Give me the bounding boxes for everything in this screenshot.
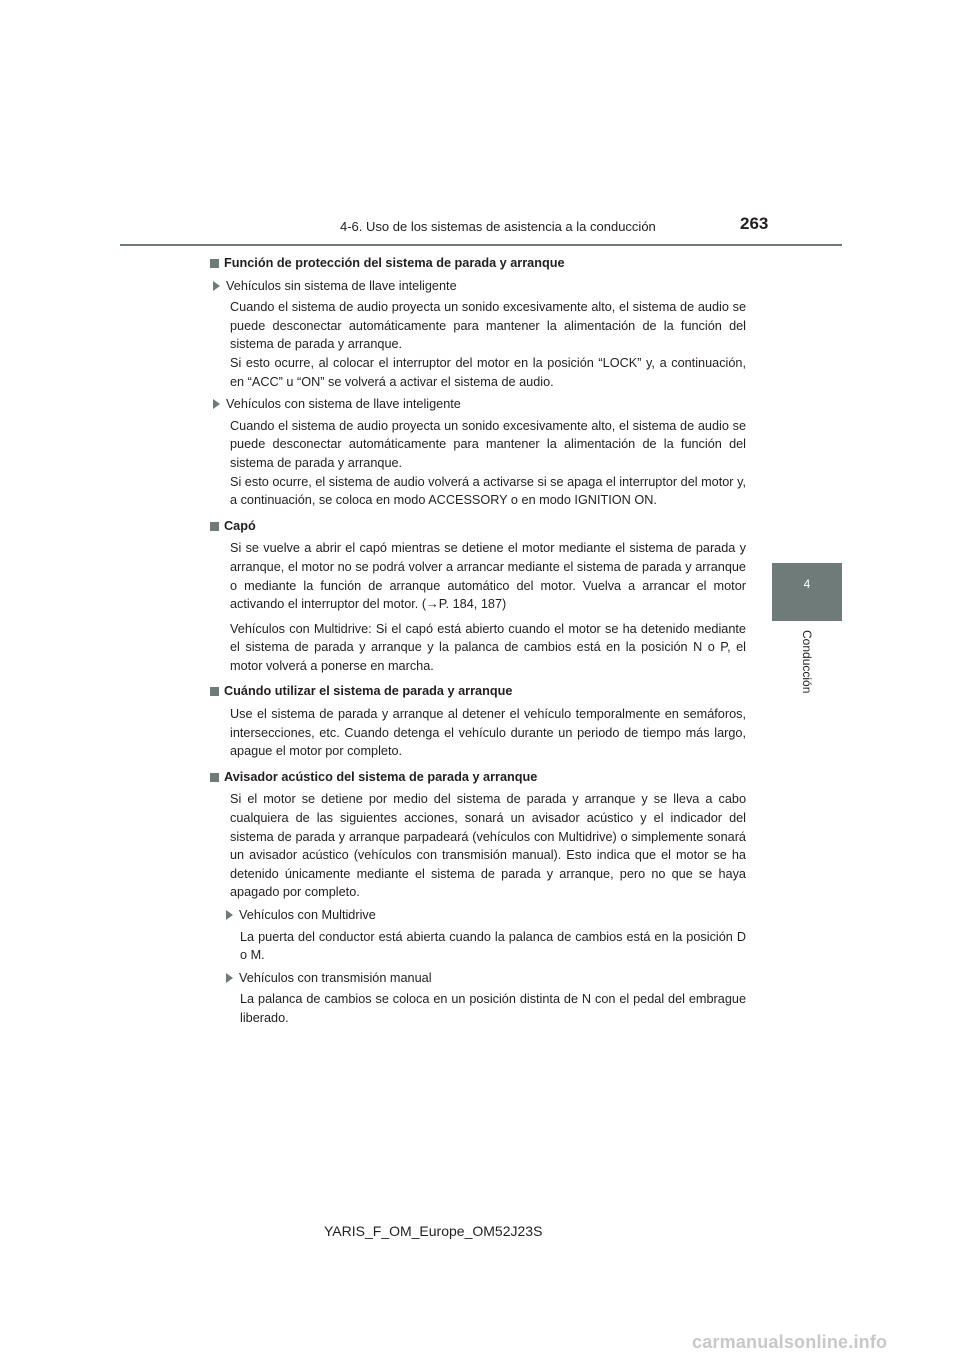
chapter-label: Conducción <box>800 630 814 694</box>
subheading <box>210 969 746 988</box>
paragraph: La puerta del conductor está abierta cuando la palanca de cambios está en la posición D o M. <box>240 929 746 963</box>
triangle-bullet-icon <box>226 973 233 983</box>
triangle-bullet-icon <box>213 281 220 291</box>
paragraph: La palanca de cambios se coloca en un posición distinta de N con el pedal del embrague liberado. <box>240 992 746 1025</box>
watermark: carmanualsonline.info <box>692 1332 888 1352</box>
section-heading-text: Función de protección del sistema de parada y arranque <box>224 256 565 270</box>
paragraph-line: Cuando el sistema de audio proyecta un sonido excesivamente alto, el sistema de audio se puede desconectar automáticamente para mantener la alimentación de la función del sistema de parada y arranque. <box>230 418 746 470</box>
paragraph-line: Si esto ocurre, al colocar el interruptor del motor en la posición “LOCK” y, a continuación, en “ACC” u “ON” se volverá a activar el sistema de audio. <box>230 355 746 389</box>
footer-doc-id: YARIS_F_OM_Europe_OM52J23S <box>324 1223 543 1239</box>
section-heading <box>210 682 746 701</box>
subheading-text: Vehículos con sistema de llave inteligente <box>226 397 461 412</box>
triangle-bullet-icon <box>226 910 233 920</box>
header-rule <box>120 244 842 246</box>
paragraph: Use el sistema de parada y arranque al detener el vehículo temporalmente en semáforos, intersecciones, etc. Cuando detenga el vehículo durante un periodo de tiempo más largo, apague el motor por completo. <box>230 707 746 759</box>
section-heading <box>210 768 746 787</box>
chapter-number: 4 <box>803 577 811 591</box>
paragraph <box>210 417 746 510</box>
square-bullet-icon <box>210 259 219 268</box>
subheading <box>210 395 746 414</box>
paragraph: Vehículos con Multidrive: Si el capó está abierto cuando el motor se ha detenido mediante el sistema de parada y arranque y la palanca de cambios está en la posición N o P, el motor volverá a ponerse en marcha. <box>230 621 746 673</box>
subheading-text: Vehículos con Multidrive <box>239 908 376 922</box>
indented-block <box>210 906 746 1028</box>
square-bullet-icon <box>210 522 219 531</box>
page-content <box>210 254 746 1031</box>
paragraph-line: Cuando el sistema de audio proyecta un sonido excesivamente alto, el sistema de audio se puede desconectar automáticamente para mantener la alimentación de la función del sistema de parada y arranque. <box>230 300 746 352</box>
section-heading-text: Cuándo utilizar el sistema de parada y arranque <box>224 684 513 699</box>
square-bullet-icon <box>210 773 219 782</box>
paragraph <box>210 298 746 391</box>
section-heading <box>210 517 746 536</box>
paragraph-line: Si esto ocurre, el sistema de audio volverá a activarse si se apaga el interruptor del motor y, a continuación, se coloca en modo ACCESSORY o en modo IGNITION ON. <box>230 474 746 508</box>
chapter-tab <box>772 563 842 621</box>
section-heading <box>210 254 746 273</box>
paragraph: Si el motor se detiene por medio del sistema de parada y arranque y se lleva a cabo cualquiera de las siguientes acciones, sonará un avisador acústico y el indicador del sistema de parada y arranque parpadeará (vehículos con Multidrive) o simplemente sonará un avisador acústico (vehículos con transmisión manual). Esto indica que el motor se ha detenido únicamente mediante el sistema de parada y arranque, pero no que se haya apagado por completo. <box>230 792 746 900</box>
page-number: 263 <box>740 214 769 233</box>
header-section-title: 4-6. Uso de los sistemas de asistencia a la conducción <box>340 219 656 234</box>
subheading <box>210 906 746 925</box>
subheading-text: Vehículos con transmisión manual <box>239 970 432 985</box>
triangle-bullet-icon <box>213 399 220 409</box>
section-heading-text: Avisador acústico del sistema de parada y arranque <box>224 769 538 784</box>
section-heading-text: Capó <box>224 518 256 533</box>
subheading <box>210 277 746 296</box>
paragraph: Si se vuelve a abrir el capó mientras se detiene el motor mediante el sistema de parada y arranque, el motor no se podrá volver a arrancar mediante el sistema de parada y arranque o mediante la función de arranque automático del motor. Vuelva a arrancar el motor activando el interruptor del motor. (→P. 184, 187) <box>230 541 746 612</box>
subheading-text: Vehículos sin sistema de llave inteligente <box>226 278 457 293</box>
square-bullet-icon <box>210 687 219 696</box>
